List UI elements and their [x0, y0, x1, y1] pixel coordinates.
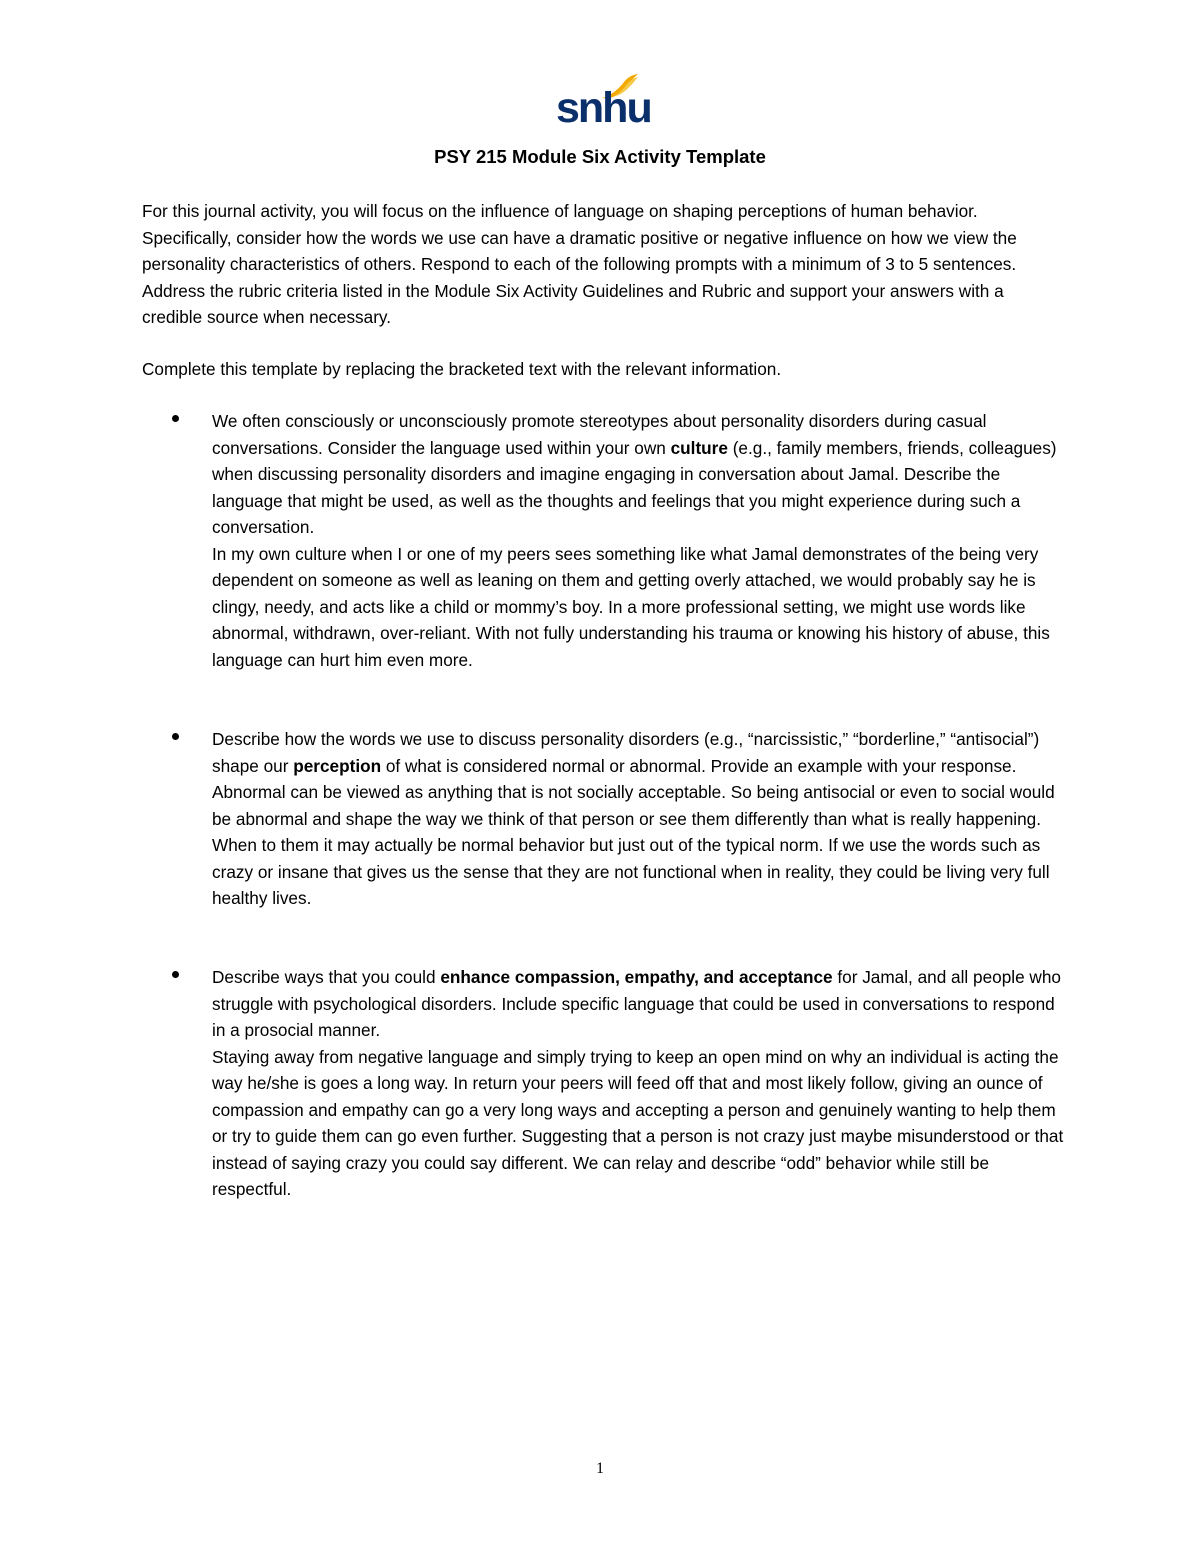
prompt-question-end: for Jamal, and all people who struggle with psychological disorders. Include specific language that could be used in conversations to respond in a prosocial manner.	[212, 967, 1061, 1040]
page-number: 1	[596, 1460, 604, 1477]
prompt-answer: In my own culture when I or one of my peers sees something like what Jamal demonstrates of the being very dependent on someone as well as leaning on them and getting overly attached, we would probably say he is clingy, needy, and acts like a child or mommy’s boy. In a more professional setting, we might use words like abnormal, withdrawn, over-reliant. With not fully understanding his trauma or knowing his history of abuse, this language can hurt him even more.	[212, 543, 1050, 670]
prompt-keyword: perception	[293, 755, 382, 776]
prompt-text	[212, 964, 1067, 1203]
prompt-answer: Staying away from negative language and simply trying to keep an open mind on why an individual is acting the way he/she is goes a long way. In return your peers will feed off that and most likely follow, giving an ounce of compassion and empathy can go a very long ways and accepting a person and genuinely wanting to help them or try to guide them can go even further. Suggesting that a person is not crazy just maybe misunderstood or that instead of saying crazy you could say different. We can relay and describe “odd” behavior while still be respectful.	[212, 1046, 1064, 1199]
prompt-keyword: enhance compassion, empathy, and acceptance	[440, 967, 833, 987]
intro-paragraph: For this journal activity, you will focus on the influence of language on shaping perceptions of human behavior. Specifically, consider how the words we use can have a dramatic positive or negative influence on how we view the personality characteristics of others. Respond to each of the following prompts with a minimum of 3 to 5 sentences. Address the rubric criteria listed in the Module Six Activity Guidelines and Rubric and support your answers with a credible source when necessary.	[142, 201, 1017, 327]
prompt-question-end: of what is considered normal or abnormal. Provide an example with your response.	[381, 755, 1017, 776]
bullet-icon	[172, 733, 179, 740]
logo-wordmark: snhu	[556, 84, 651, 132]
prompt-question-start: We often consciously or unconsciously promote stereotypes about personality disorders during casual conversations. Consider the language used within your own	[212, 411, 987, 458]
prompt-text	[212, 408, 1067, 673]
prompt-question-start: Describe ways that you could	[212, 967, 441, 987]
prompt-question-end: (e.g., family members, friends, colleagues) when discussing personality disorders and imagine engaging in conversation about Jamal. Describe the language that might be used, as well as the thoughts and feelings that you might experience during such a conversation.	[212, 437, 1057, 537]
prompt-text	[212, 726, 1067, 912]
snhu-logo	[556, 74, 651, 132]
prompt-answer: Abnormal can be viewed as anything that is not socially acceptable. So being antisocial or even to social would be abnormal and shape the way we think of that person or see them differently than what is really happening. When to them it may actually be normal behavior but just out of the typical norm. If we use the words such as crazy or insane that gives us the sense that they are not functional when in reality, they could be living very full healthy lives.	[212, 782, 1055, 908]
bullet-icon	[172, 415, 179, 422]
page-title: PSY 215 Module Six Activity Template	[434, 146, 766, 167]
prompt-question-start: Describe how the words we use to discuss personality disorders (e.g., “narcissistic,” “borderline,” “antisocial”) shape our	[212, 729, 1040, 776]
bullet-icon	[172, 971, 179, 978]
instruction-paragraph: Complete this template by replacing the bracketed text with the relevant information.	[142, 359, 782, 379]
prompt-keyword: culture	[670, 437, 728, 458]
